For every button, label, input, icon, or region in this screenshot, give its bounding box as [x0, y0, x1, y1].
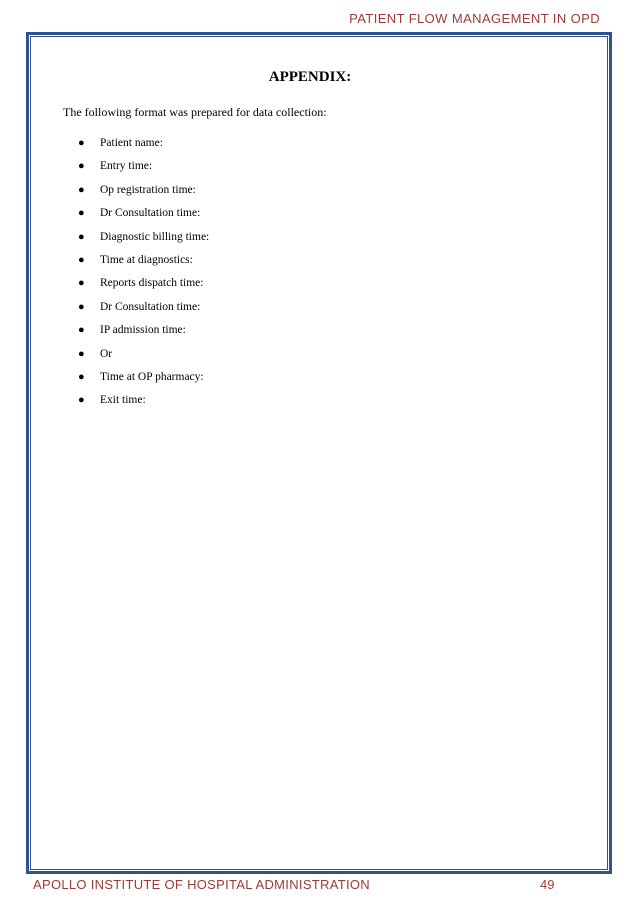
list-item: [78, 296, 209, 319]
bullet-icon: ●: [78, 394, 85, 407]
list-item: [78, 319, 209, 342]
list-item: [78, 179, 209, 202]
list-item-label: Op registration time:: [100, 183, 196, 196]
page-number: 49: [540, 877, 555, 892]
data-collection-list: [78, 132, 209, 413]
bullet-icon: ●: [78, 277, 85, 290]
bullet-icon: ●: [78, 347, 85, 360]
intro-paragraph: The following format was prepared for data collection:: [63, 105, 327, 119]
list-item-label: IP admission time:: [100, 324, 186, 337]
bullet-icon: ●: [78, 300, 85, 313]
list-item-label: Dr Consultation time:: [100, 300, 201, 313]
bullet-icon: ●: [78, 230, 85, 243]
list-item-label: Time at diagnostics:: [100, 253, 193, 266]
bullet-icon: ●: [78, 324, 85, 337]
running-footer: APOLLO INSTITUTE OF HOSPITAL ADMINISTRATION: [33, 877, 370, 892]
bullet-icon: ●: [78, 370, 85, 383]
list-item: [78, 132, 209, 155]
list-item: [78, 366, 209, 389]
bullet-icon: ●: [78, 183, 85, 196]
list-item-label: Patient name:: [100, 137, 163, 149]
list-item-label: Exit time:: [100, 394, 146, 407]
list-item: [78, 249, 209, 272]
list-item-label: Or: [100, 347, 113, 360]
list-item: [78, 272, 209, 295]
list-item: [78, 155, 209, 178]
appendix-title: APPENDIX:: [268, 69, 352, 85]
list-item: [78, 226, 209, 249]
bullet-icon: ●: [78, 253, 85, 266]
bullet-icon: ●: [78, 207, 85, 220]
bullet-icon: ●: [78, 137, 85, 149]
list-item-label: Time at OP pharmacy:: [100, 370, 204, 383]
list-item: [78, 202, 209, 225]
list-item-label: Reports dispatch time:: [100, 277, 204, 290]
list-item-label: Entry time:: [100, 160, 153, 173]
list-item-label: Dr Consultation time:: [100, 207, 201, 220]
list-item: [78, 343, 209, 366]
bullet-icon: ●: [78, 160, 85, 173]
list-item: [78, 389, 209, 412]
list-item-label: Diagnostic billing time:: [100, 230, 210, 243]
running-header: PATIENT FLOW MANAGEMENT IN OPD: [349, 11, 600, 26]
